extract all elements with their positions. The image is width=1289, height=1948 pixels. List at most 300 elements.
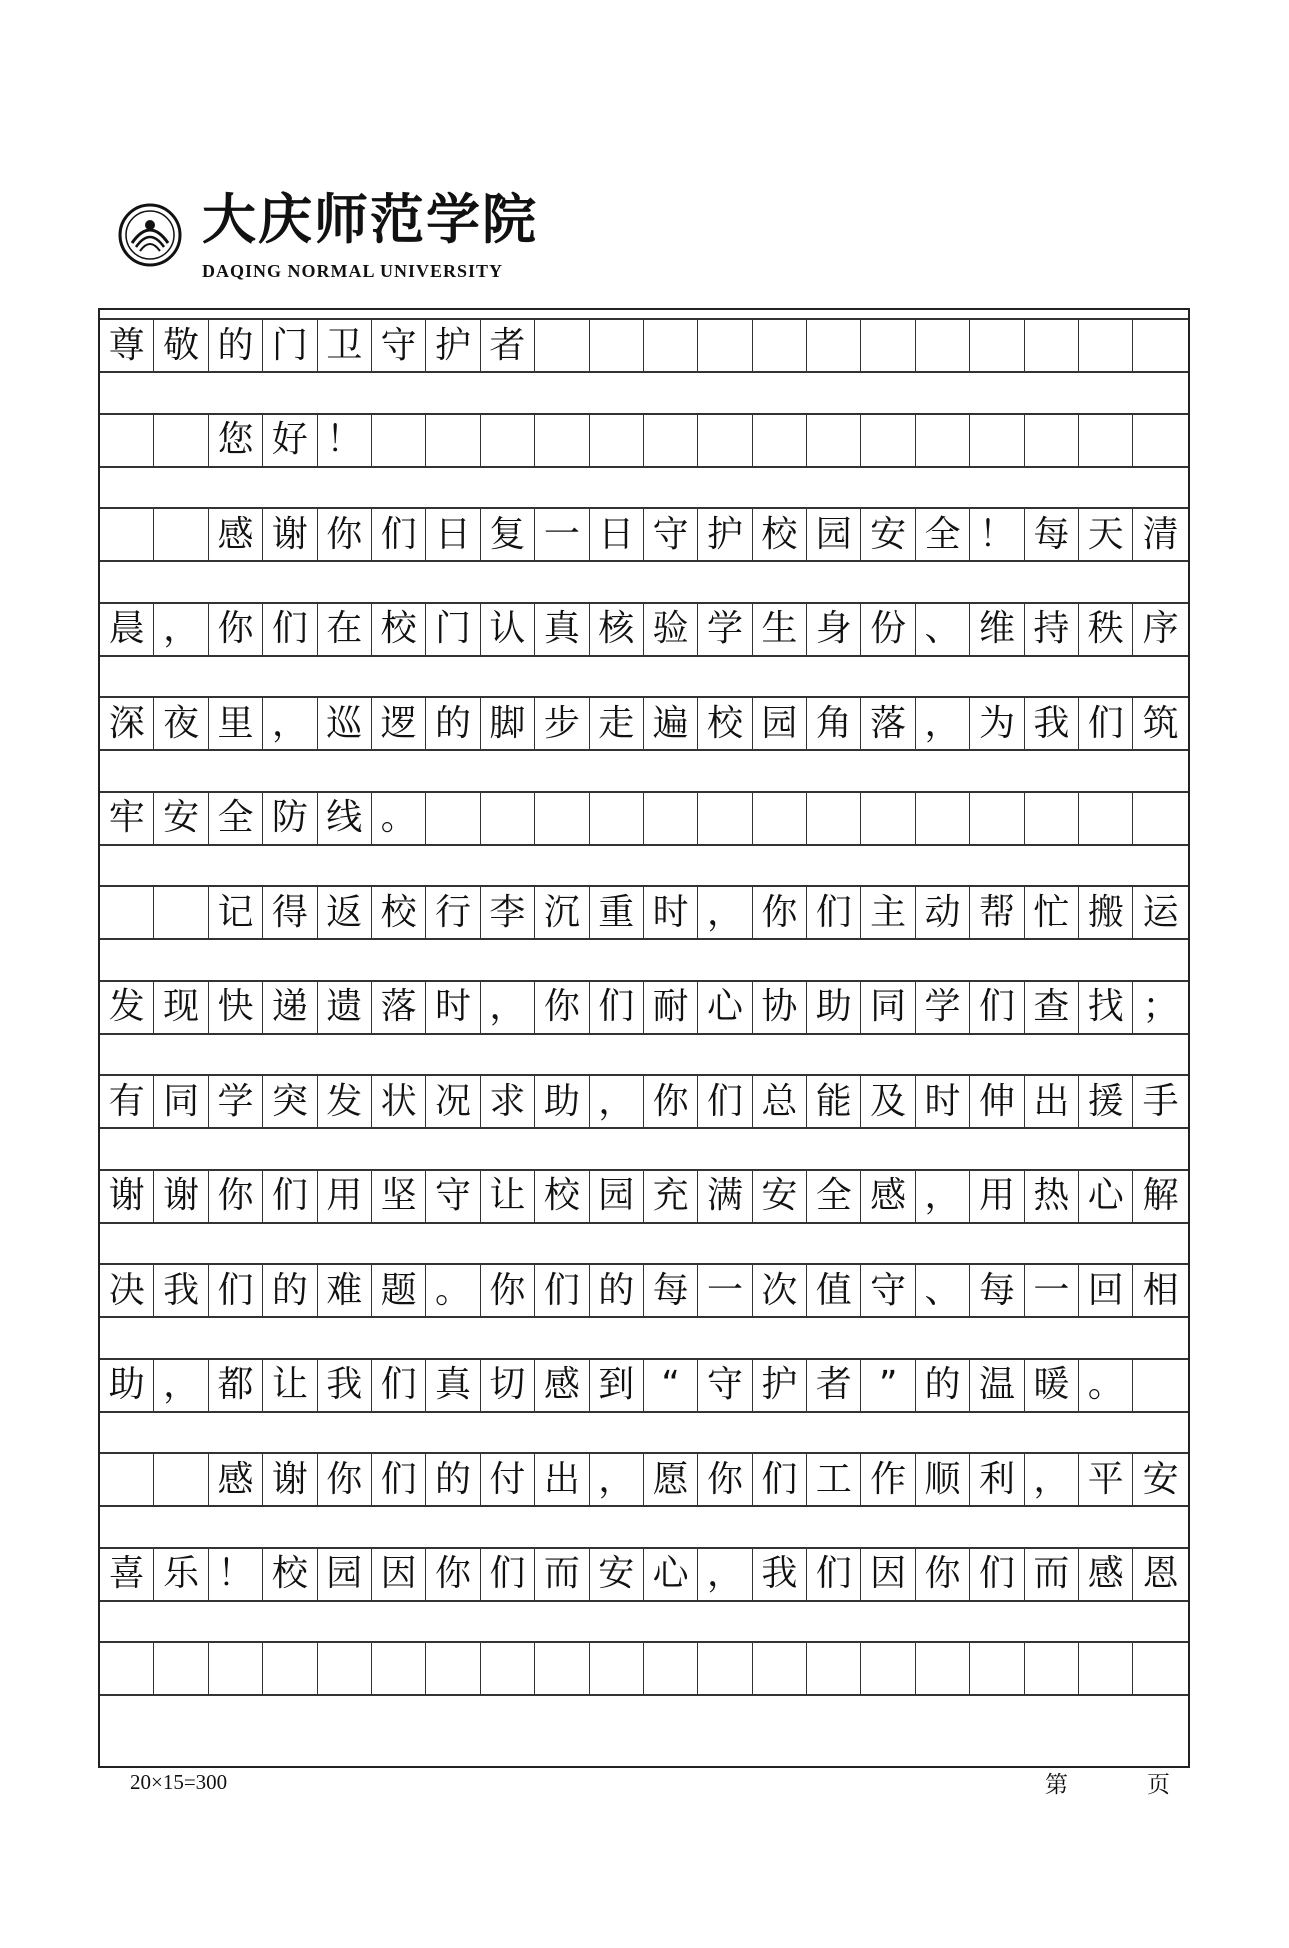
grid-cell: 的: [263, 1265, 317, 1316]
grid-cell: [535, 793, 589, 844]
grid-cell: [916, 793, 970, 844]
grid-cell: 校: [535, 1171, 589, 1222]
grid-cell: 序: [1142, 608, 1179, 649]
grid-cell: 们: [209, 1265, 263, 1316]
grid-cell: [100, 1454, 154, 1505]
grid-cell: 满: [698, 1171, 752, 1222]
grid-cell: 们: [263, 604, 317, 655]
grid-cell: 发: [318, 1076, 372, 1127]
grid-cell: 们: [1079, 698, 1133, 749]
grid-cell: 你: [535, 982, 589, 1033]
grid-cell: 忙: [1025, 887, 1079, 938]
grid-cell: 的: [590, 1265, 644, 1316]
grid-cell: [916, 1643, 970, 1694]
grid-cell: ，: [481, 982, 535, 1033]
grid-cell: 的: [916, 1360, 970, 1411]
grid-cell: 身: [807, 604, 861, 655]
grid-cell: 园: [590, 1171, 644, 1222]
grid-cell: 核: [590, 604, 644, 655]
grid-cell: [481, 415, 535, 466]
grid-cell: 们: [481, 1549, 535, 1600]
grid-cell: 守: [861, 1265, 915, 1316]
grid-row: [100, 885, 1188, 940]
grid-cell: 护: [753, 1360, 807, 1411]
grid-cell: 行: [426, 887, 480, 938]
grid-cell: 防: [263, 793, 317, 844]
grid-cell: 热: [1025, 1171, 1079, 1222]
grid-cell: 恩: [1142, 1553, 1179, 1594]
grid-cell: 付: [481, 1454, 535, 1505]
grid-cell: 学: [698, 604, 752, 655]
grid-cell: 们: [263, 1171, 317, 1222]
grid-cell: 心: [698, 982, 752, 1033]
grid-cell: 者: [481, 320, 535, 371]
grid-cell: [535, 320, 589, 371]
grid-cell: 们: [970, 1549, 1024, 1600]
university-name-chinese: 大庆师范学院: [202, 187, 538, 251]
grid-cell: 愿: [644, 1454, 698, 1505]
grid-cell: [535, 1643, 589, 1694]
grid-cell: [100, 509, 154, 560]
grid-cell: 。: [426, 1265, 480, 1316]
grid-cell: 你: [209, 1171, 263, 1222]
page-number-label: [1045, 1766, 1170, 1799]
grid-cell: 况: [426, 1076, 480, 1127]
grid-row: [100, 1074, 1188, 1129]
grid-cell: [807, 793, 861, 844]
grid-cell: 解: [1142, 1175, 1179, 1216]
grid-cell: 求: [481, 1076, 535, 1127]
grid-cell: 沉: [535, 887, 589, 938]
grid-cell: 感: [861, 1171, 915, 1222]
grid-cell: 题: [372, 1265, 426, 1316]
grid-cell: 们: [970, 982, 1024, 1033]
grid-cell: 守: [644, 509, 698, 560]
grid-cell: [1079, 793, 1133, 844]
grid-cell: [1079, 1643, 1133, 1694]
grid-row: [100, 507, 1188, 562]
grid-cell: [753, 320, 807, 371]
grid-cell: 你: [481, 1265, 535, 1316]
grid-cell: [644, 793, 698, 844]
grid-cell: 因: [861, 1549, 915, 1600]
grid-cell: [970, 320, 1024, 371]
grid-cell: 而: [1025, 1549, 1079, 1600]
grid-cell: [861, 793, 915, 844]
grid-cell: 一: [698, 1265, 752, 1316]
grid-cell: [209, 1643, 263, 1694]
grid-row: [100, 1547, 1188, 1602]
grid-cell: 门: [263, 320, 317, 371]
grid-cell: 园: [753, 698, 807, 749]
grid-cell: [100, 887, 154, 938]
grid-cell: ，: [916, 698, 970, 749]
grid-cell: [426, 1643, 480, 1694]
grid-cell: [644, 320, 698, 371]
grid-cell: ！: [209, 1549, 263, 1600]
grid-cell: 每: [1025, 509, 1079, 560]
grid-cell: 坚: [372, 1171, 426, 1222]
grid-cell: 们: [372, 1360, 426, 1411]
grid-cell: 走: [590, 698, 644, 749]
grid-cell: 我: [1025, 698, 1079, 749]
grid-cell: [1079, 320, 1133, 371]
grid-cell: 用: [970, 1171, 1024, 1222]
grid-cell: 回: [1079, 1265, 1133, 1316]
grid-cell: 份: [861, 604, 915, 655]
grid-cell: [698, 320, 752, 371]
grid-cell: 决: [100, 1265, 154, 1316]
grid-cell: 主: [861, 887, 915, 938]
grid-cell: 充: [644, 1171, 698, 1222]
grid-cell: 感: [209, 509, 263, 560]
grid-row: [100, 1263, 1188, 1318]
grid-row-empty: [100, 1641, 1188, 1696]
grid-cell: [916, 320, 970, 371]
grid-row: [100, 1452, 1188, 1507]
grid-cell: [807, 415, 861, 466]
grid-cell: 你: [209, 604, 263, 655]
grid-cell: 们: [698, 1076, 752, 1127]
grid-cell: 助: [807, 982, 861, 1033]
grid-cell: 尊: [100, 320, 154, 371]
grid-cell: [861, 320, 915, 371]
grid-cell: 时: [644, 887, 698, 938]
grid-cell: 伸: [970, 1076, 1024, 1127]
grid-cell: 天: [1079, 509, 1133, 560]
grid-cell: 手: [1142, 1080, 1179, 1122]
grid-cell: 好: [263, 415, 317, 466]
grid-cell: 感: [535, 1360, 589, 1411]
grid-cell: [1025, 320, 1079, 371]
grid-cell: 运: [1142, 891, 1179, 933]
grid-cell: 。: [372, 793, 426, 844]
grid-cell: 助: [100, 1360, 154, 1411]
grid-cell: 逻: [372, 698, 426, 749]
grid-cell: 时: [916, 1076, 970, 1127]
grid-cell: [590, 415, 644, 466]
grid-cell: ，: [916, 1171, 970, 1222]
grid-cell: 切: [481, 1360, 535, 1411]
grid-cell: 能: [807, 1076, 861, 1127]
grid-cell: 复: [481, 509, 535, 560]
grid-cell: 的: [426, 1454, 480, 1505]
grid-cell: [753, 415, 807, 466]
grid-cell: 夜: [154, 698, 208, 749]
grid-row: [100, 1358, 1188, 1413]
grid-cell: 脚: [481, 698, 535, 749]
grid-cell: 李: [481, 887, 535, 938]
grid-cell: 值: [807, 1265, 861, 1316]
grid-row: [100, 696, 1188, 751]
grid-cell: 递: [263, 982, 317, 1033]
grid-cell: 重: [590, 887, 644, 938]
grid-cell: [590, 1643, 644, 1694]
grid-cell: [535, 415, 589, 466]
grid-cell: 乐: [154, 1549, 208, 1600]
grid-cell: 们: [807, 1549, 861, 1600]
grid-cell: 暖: [1025, 1360, 1079, 1411]
grid-cell: 总: [753, 1076, 807, 1127]
university-seal-icon: [118, 203, 182, 267]
grid-cell: 遍: [644, 698, 698, 749]
grid-cell: 在: [318, 604, 372, 655]
grid-cell: 助: [535, 1076, 589, 1127]
grid-cell: [1025, 793, 1079, 844]
grid-cell: [1133, 415, 1187, 466]
grid-cell: 持: [1025, 604, 1079, 655]
grid-cell: [807, 1643, 861, 1694]
grid-cell: [861, 415, 915, 466]
grid-cell: [426, 793, 480, 844]
grid-cell: [1133, 1643, 1187, 1694]
grid-cell: [970, 1643, 1024, 1694]
grid-cell: 得: [263, 887, 317, 938]
grid-cell: 守: [698, 1360, 752, 1411]
grid-cell: 校: [372, 887, 426, 938]
grid-cell: [590, 320, 644, 371]
grid-cell: 认: [481, 604, 535, 655]
grid-cell: 让: [263, 1360, 317, 1411]
grid-cell: 你: [916, 1549, 970, 1600]
grid-cell: 时: [426, 982, 480, 1033]
grid-cell: [318, 1643, 372, 1694]
grid-cell: ，: [590, 1454, 644, 1505]
grid-cell: 守: [426, 1171, 480, 1222]
grid-cell: 搬: [1079, 887, 1133, 938]
grid-cell: 你: [644, 1076, 698, 1127]
grid-cell: [644, 415, 698, 466]
grid-cell: 而: [535, 1549, 589, 1600]
grid-cell: [1025, 415, 1079, 466]
grid-cell: [970, 415, 1024, 466]
grid-cell: 心: [644, 1549, 698, 1600]
grid-cell: 现: [154, 982, 208, 1033]
grid-cell: 们: [372, 509, 426, 560]
grid-cell: 都: [209, 1360, 263, 1411]
grid-cell: 校: [372, 604, 426, 655]
grid-cell: 您: [209, 415, 263, 466]
grid-cell: 一: [1025, 1265, 1079, 1316]
grid-cell: 者: [807, 1360, 861, 1411]
grid-cell: 校: [753, 509, 807, 560]
grid-cell: 出: [1025, 1076, 1079, 1127]
grid-cell: 谢: [263, 509, 317, 560]
grid-cell: [698, 793, 752, 844]
grid-cell: 出: [535, 1454, 589, 1505]
grid-cell: 让: [481, 1171, 535, 1222]
grid-cell: 发: [100, 982, 154, 1033]
grid-cell: 深: [100, 698, 154, 749]
grid-cell: [481, 1643, 535, 1694]
grid-row: [100, 980, 1188, 1035]
grid-cell: 每: [644, 1265, 698, 1316]
grid-cell: 的: [209, 320, 263, 371]
grid-cell: 你: [426, 1549, 480, 1600]
grid-cell: ，: [154, 604, 208, 655]
grid-cell: [1025, 1643, 1079, 1694]
grid-cell: 里: [209, 698, 263, 749]
grid-cell: 秩: [1079, 604, 1133, 655]
grid-cell: 学: [916, 982, 970, 1033]
grid-cell: ，: [1025, 1454, 1079, 1505]
grid-cell: 安: [753, 1171, 807, 1222]
grid-cell: [154, 887, 208, 938]
grid-cell: 、: [916, 604, 970, 655]
grid-cell: 学: [209, 1076, 263, 1127]
grid-cell: 每: [970, 1265, 1024, 1316]
grid-cell: 步: [535, 698, 589, 749]
grid-cell: 工: [807, 1454, 861, 1505]
manuscript-grid-paper: [98, 308, 1190, 1768]
grid-cell: 筑: [1142, 702, 1179, 744]
grid-cell: [698, 1643, 752, 1694]
grid-cell: ！: [970, 509, 1024, 560]
grid-cell: 敬: [154, 320, 208, 371]
grid-cell: 你: [753, 887, 807, 938]
grid-cell: 护: [426, 320, 480, 371]
grid-cell: 谢: [154, 1171, 208, 1222]
grid-cell: [698, 415, 752, 466]
grid-cell: 们: [535, 1265, 589, 1316]
grid-cell: 有: [100, 1076, 154, 1127]
grid-cell: [916, 415, 970, 466]
grid-cell: 相: [1142, 1269, 1179, 1311]
grid-cell: 及: [861, 1076, 915, 1127]
grid-cell: 园: [807, 509, 861, 560]
grid-cell: 感: [209, 1454, 263, 1505]
grid-cell: 谢: [100, 1171, 154, 1222]
grid-cell: 难: [318, 1265, 372, 1316]
grid-cell: [1133, 1360, 1187, 1411]
university-name-english: DAQING NORMAL UNIVERSITY: [202, 261, 504, 281]
grid-cell: 平: [1079, 1454, 1133, 1505]
grid-cell: 守: [372, 320, 426, 371]
grid-cell: 护: [698, 509, 752, 560]
grid-cell: 查: [1025, 982, 1079, 1033]
grid-cell: 感: [1079, 1549, 1133, 1600]
grid-cell: 落: [372, 982, 426, 1033]
grid-cell: 、: [916, 1265, 970, 1316]
grid-cell: 你: [698, 1454, 752, 1505]
grid-cell: 们: [807, 887, 861, 938]
grid-cell: 日: [590, 509, 644, 560]
grid-cell: 次: [753, 1265, 807, 1316]
grid-cell: ；: [1142, 986, 1179, 1027]
grid-cell: 你: [318, 1454, 372, 1505]
grid-cell: 快: [209, 982, 263, 1033]
grid-cell: [807, 320, 861, 371]
grid-cell: 顺: [916, 1454, 970, 1505]
grid-cell: 我: [753, 1549, 807, 1600]
grid-cell: 动: [916, 887, 970, 938]
grid-spec: 20×15=300: [130, 1770, 228, 1794]
page-label-suffix: 页: [1147, 1772, 1170, 1798]
grid-cell: 。: [1079, 1360, 1133, 1411]
grid-cell: 落: [861, 698, 915, 749]
grid-cell: 清: [1142, 513, 1179, 555]
grid-cell: [426, 415, 480, 466]
letterhead: [118, 185, 538, 295]
grid-cell: 验: [644, 604, 698, 655]
grid-cell: 遗: [318, 982, 372, 1033]
grid-cell: 你: [318, 509, 372, 560]
grid-cell: 巡: [318, 698, 372, 749]
grid-cell: [1133, 320, 1187, 371]
grid-cell: [100, 415, 154, 466]
grid-cell: 生: [753, 604, 807, 655]
grid-cell: ，: [263, 698, 317, 749]
grid-cell: 角: [807, 698, 861, 749]
grid-cell: 心: [1079, 1171, 1133, 1222]
grid-cell: 谢: [263, 1454, 317, 1505]
grid-cell: ，: [590, 1076, 644, 1127]
grid-cell: 们: [372, 1454, 426, 1505]
page-label-prefix: 第: [1045, 1772, 1068, 1798]
grid-cell: 牢: [100, 793, 154, 844]
grid-cell: “: [644, 1360, 698, 1411]
grid-cell: [1079, 415, 1133, 466]
grid-cell: [481, 793, 535, 844]
grid-cell: 全: [807, 1171, 861, 1222]
grid-cell: 们: [590, 982, 644, 1033]
grid-cell: 的: [426, 698, 480, 749]
grid-cell: [644, 1643, 698, 1694]
grid-cell: 协: [753, 982, 807, 1033]
grid-cell: 因: [372, 1549, 426, 1600]
grid-cell: 们: [753, 1454, 807, 1505]
grid-cell: 一: [535, 509, 589, 560]
grid-cell: 校: [263, 1549, 317, 1600]
grid-cell: ！: [318, 415, 372, 466]
grid-cell: 卫: [318, 320, 372, 371]
grid-cell: 真: [535, 604, 589, 655]
grid-cell: 帮: [970, 887, 1024, 938]
grid-cell: 找: [1079, 982, 1133, 1033]
grid-cell: 返: [318, 887, 372, 938]
grid-cell: 维: [970, 604, 1024, 655]
grid-cell: 状: [372, 1076, 426, 1127]
grid-cell: 安: [590, 1549, 644, 1600]
grid-cell: [1133, 793, 1187, 844]
grid-cell: 利: [970, 1454, 1024, 1505]
grid-cell: 校: [698, 698, 752, 749]
grid-cell: [590, 793, 644, 844]
grid-cell: 我: [318, 1360, 372, 1411]
grid-cell: [100, 1643, 154, 1694]
grid-cell: 我: [154, 1265, 208, 1316]
grid-cell: [372, 415, 426, 466]
grid-row: [100, 1169, 1188, 1224]
grid-cell: 温: [970, 1360, 1024, 1411]
grid-cell: ，: [154, 1360, 208, 1411]
grid-cell: 安: [861, 509, 915, 560]
grid-cell: 真: [426, 1360, 480, 1411]
grid-cell: [753, 1643, 807, 1694]
grid-cell: [970, 793, 1024, 844]
grid-cell: [263, 1643, 317, 1694]
grid-cell: 耐: [644, 982, 698, 1033]
grid-cell: [154, 1454, 208, 1505]
grid-cell: ”: [861, 1360, 915, 1411]
grid-cell: 日: [426, 509, 480, 560]
grid-cell: [372, 1643, 426, 1694]
grid-cell: 同: [154, 1076, 208, 1127]
grid-cell: 援: [1079, 1076, 1133, 1127]
grid-cell: 为: [970, 698, 1024, 749]
grid-cell: ，: [698, 887, 752, 938]
grid-cell: [154, 509, 208, 560]
